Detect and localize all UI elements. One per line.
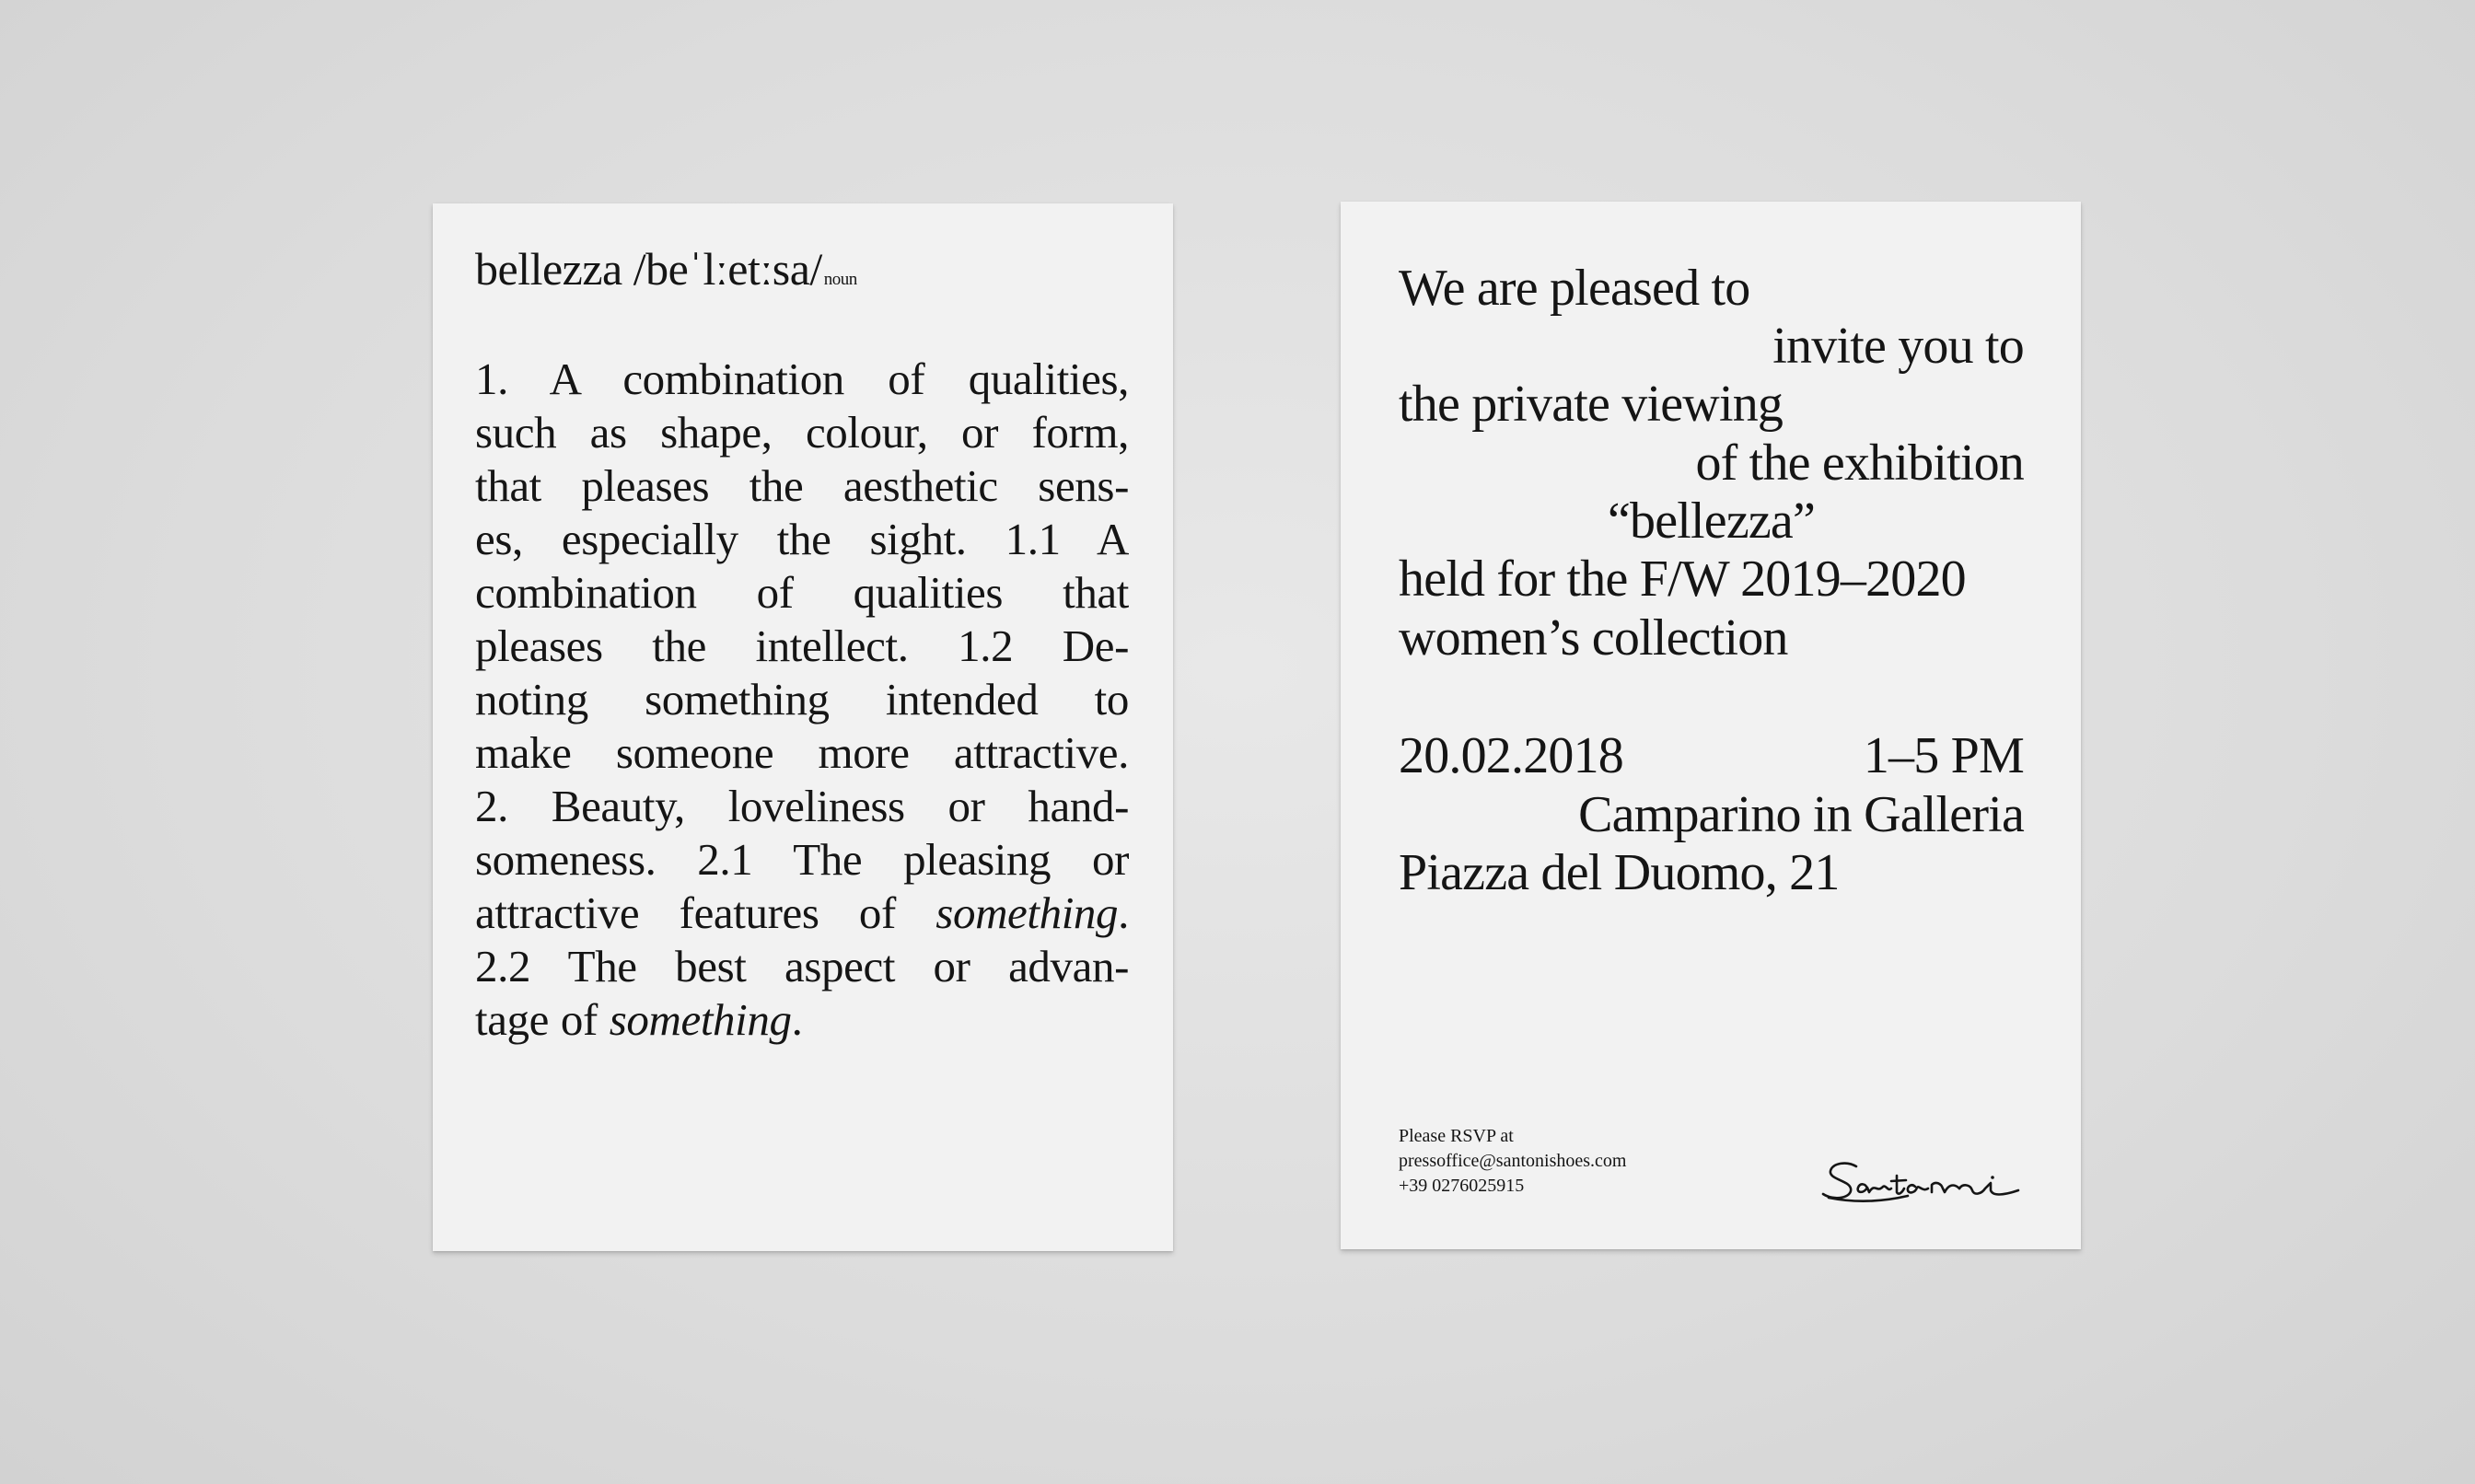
rsvp-block xyxy=(1399,1124,1626,1199)
event-date: 20.02.2018 xyxy=(1399,727,1624,784)
definition-line-segment: attractive features of xyxy=(475,887,936,938)
definition-line: that pleases the aesthetic sens- xyxy=(475,460,1129,511)
definition-line: 2.2 The best aspect or advan- xyxy=(475,941,1129,991)
invitation-line: invite you to xyxy=(1772,318,2024,375)
rsvp-phone: +39 0276025915 xyxy=(1399,1176,1525,1196)
definition-card xyxy=(433,203,1173,1251)
event-datetime xyxy=(1399,727,2024,785)
invitation-line: We are pleased to xyxy=(1399,260,1750,317)
address: Piazza del Duomo, 21 xyxy=(1399,844,1840,901)
rsvp-email: pressoffice@santonishoes.com xyxy=(1399,1151,1627,1171)
definition-line: pleases the intellect. 1.2 De- xyxy=(475,620,1129,671)
definition-line xyxy=(475,887,1129,940)
italic-term: something xyxy=(935,887,1119,938)
definition-line-segment: tage of xyxy=(475,994,610,1045)
headword: bellezza xyxy=(475,243,622,295)
definition-line-segment: . xyxy=(1118,887,1129,938)
invitation-line: held for the F/W 2019–2020 xyxy=(1399,551,1966,608)
pronunciation: /beˈlːetːsa/ xyxy=(633,243,822,295)
invitation-line: the private viewing xyxy=(1399,376,1784,433)
definition-line: such as shape, colour, or form, xyxy=(475,407,1129,458)
definition-line: es, especially the sight. 1.1 A xyxy=(475,514,1129,564)
definition-line: make someone more attractive. xyxy=(475,727,1129,778)
italic-term: something xyxy=(609,994,792,1045)
rsvp-label: Please RSVP at xyxy=(1399,1126,1514,1146)
event-time: 1–5 PM xyxy=(1863,727,2024,784)
definition-line xyxy=(475,993,1129,1047)
headword-line xyxy=(475,243,857,295)
definition-line-segment: . xyxy=(791,994,803,1045)
invitation-card xyxy=(1341,202,2081,1249)
definition-line: 1. A combination of qualities, xyxy=(475,354,1129,404)
venue: Camparino in Galleria xyxy=(1578,786,2024,843)
definition-line: combination of qualities that xyxy=(475,567,1129,618)
definition-line: 2. Beauty, loveliness or hand- xyxy=(475,781,1129,831)
invitation-line: of the exhibition xyxy=(1695,435,2024,492)
part-of-speech: noun xyxy=(823,270,857,289)
definition-line: someness. 2.1 The pleasing or xyxy=(475,834,1129,885)
invitation-line: women’s collection xyxy=(1399,609,1788,667)
exhibition-title: “bellezza” xyxy=(1607,493,1816,550)
definition-text xyxy=(475,353,1129,1047)
definition-line: noting something intended to xyxy=(475,674,1129,725)
santoni-logo xyxy=(1819,1155,2024,1211)
